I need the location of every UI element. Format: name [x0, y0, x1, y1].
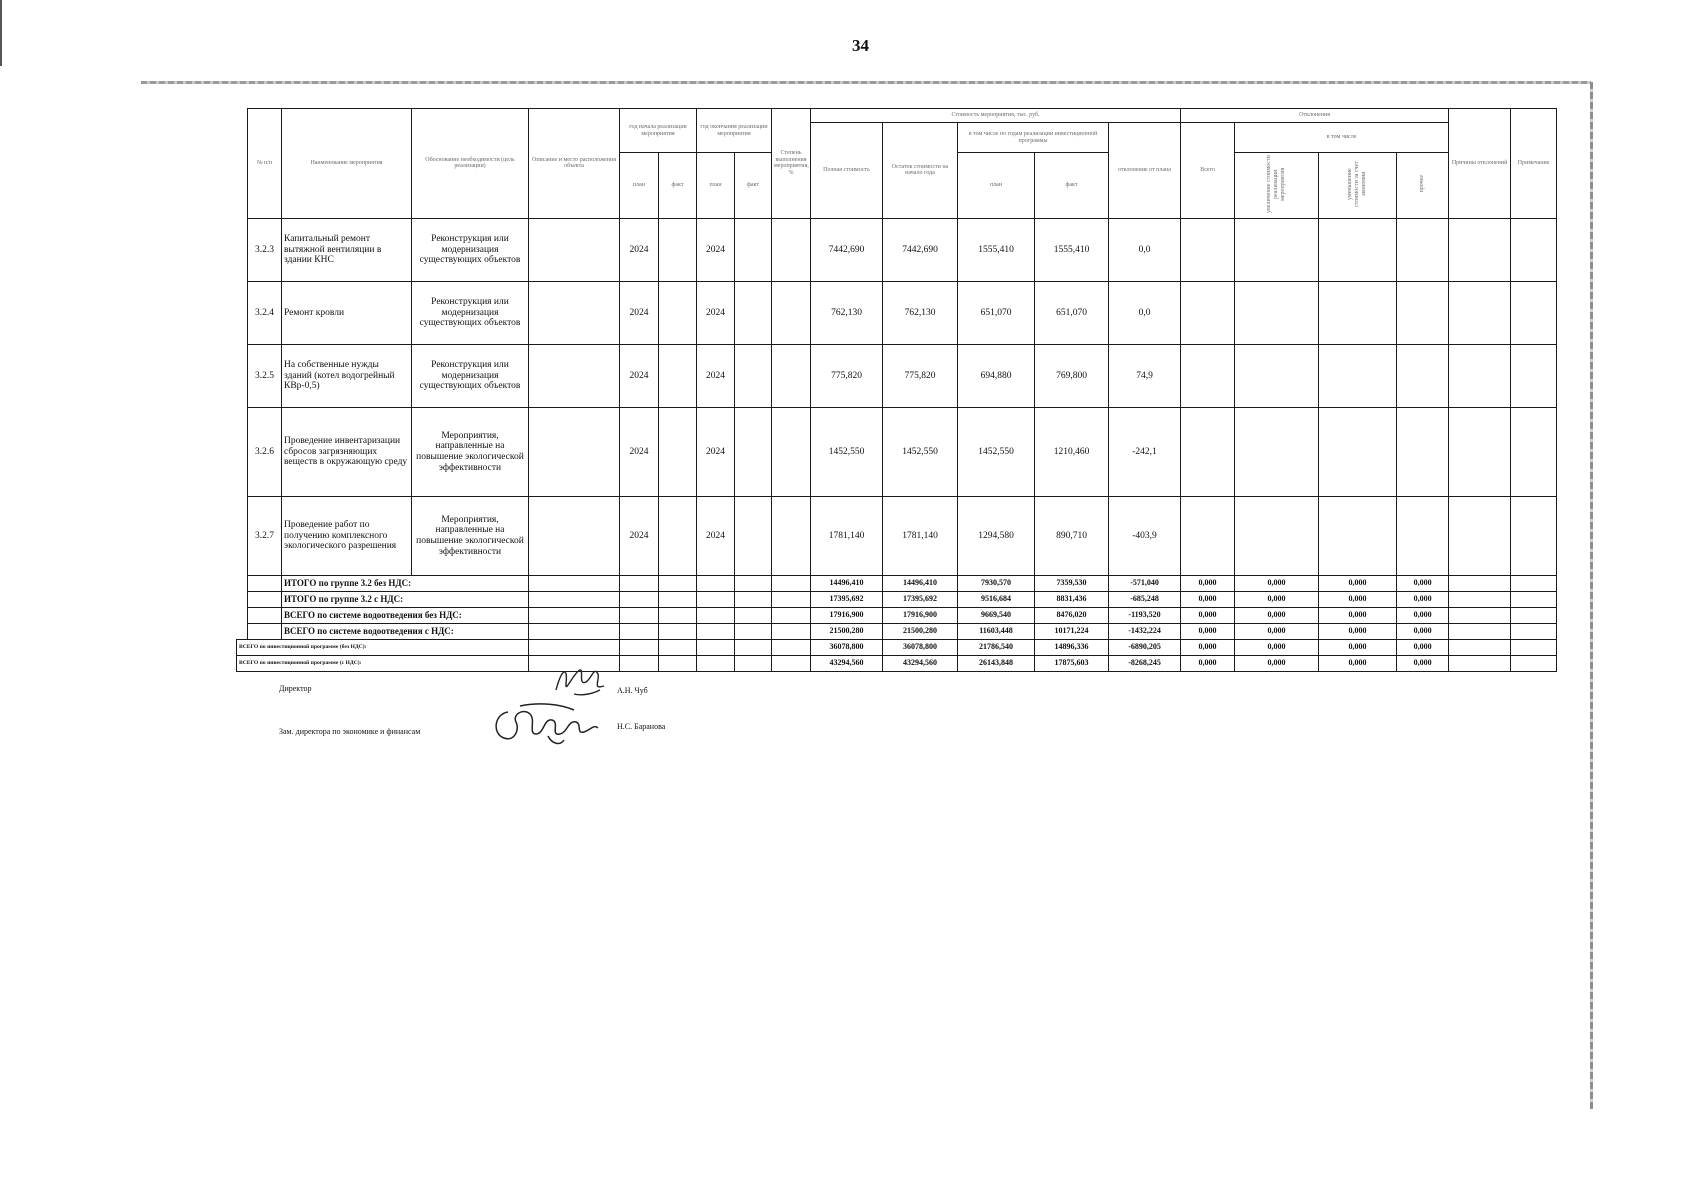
row-total: 1452,550 — [811, 407, 883, 496]
row-dev-c — [1397, 407, 1449, 496]
row-description — [529, 218, 620, 281]
totals-deviation: -1193,520 — [1109, 607, 1181, 623]
row-num: 3.2.6 — [248, 407, 282, 496]
totals-total: 21500,280 — [811, 623, 883, 639]
totals-empty — [620, 591, 659, 607]
totals-empty — [659, 607, 697, 623]
header-deviation-a: увеличение стоимости реализации мероприятия — [1235, 153, 1319, 219]
row-reasons — [1449, 218, 1511, 281]
totals-row — [237, 607, 1557, 623]
header-deviation-total: Всего — [1181, 123, 1235, 219]
totals-dev-c: 0,000 — [1397, 655, 1449, 671]
row-dev-a — [1235, 344, 1319, 407]
header-start-fact: факт — [659, 153, 697, 219]
totals-dev-total: 0,000 — [1181, 623, 1235, 639]
row-end-fact — [735, 281, 772, 344]
totals-dev-a: 0,000 — [1235, 575, 1319, 591]
header-remaining-cost: Остаток стоимости на начало года — [883, 123, 958, 219]
totals-empty — [529, 607, 620, 623]
totals-empty — [659, 639, 697, 655]
row-remaining: 1452,550 — [883, 407, 958, 496]
totals-dev-b: 0,000 — [1319, 639, 1397, 655]
row-dev-b — [1319, 496, 1397, 575]
totals-empty — [659, 623, 697, 639]
row-plan: 694,880 — [958, 344, 1035, 407]
totals-row — [237, 591, 1557, 607]
deputy-name: Н.С. Баранова — [617, 722, 666, 731]
totals-empty — [1449, 575, 1511, 591]
totals-dev-a: 0,000 — [1235, 623, 1319, 639]
totals-remaining: 21500,280 — [883, 623, 958, 639]
totals-dev-c: 0,000 — [1397, 623, 1449, 639]
header-reasons: Причины отклонений — [1449, 109, 1511, 219]
header-start-year: год начала реализации мероприятия — [620, 109, 697, 153]
row-stage — [772, 407, 811, 496]
row-deviation: 74,9 — [1109, 344, 1181, 407]
header-description: Описание и место расположения объекта — [529, 109, 620, 219]
spacer-cell — [237, 407, 248, 496]
director-name: А.Н. Чуб — [617, 686, 648, 695]
totals-empty — [659, 591, 697, 607]
row-name: Проведение инвентаризации сбросов загрязняющих веществ в окружающую среду — [282, 407, 412, 496]
header-deviation: отклонение от плана — [1109, 123, 1181, 219]
totals-dev-a: 0,000 — [1235, 591, 1319, 607]
spacer-cell — [237, 218, 248, 281]
row-stage — [772, 281, 811, 344]
row-num: 3.2.7 — [248, 496, 282, 575]
totals-deviation: -685,248 — [1109, 591, 1181, 607]
row-deviation: 0,0 — [1109, 218, 1181, 281]
totals-empty — [620, 655, 659, 671]
row-plan: 651,070 — [958, 281, 1035, 344]
page-number: 34 — [852, 36, 869, 55]
row-start-fact — [659, 344, 697, 407]
row-notes — [1511, 496, 1557, 575]
row-end-fact — [735, 407, 772, 496]
totals-dev-a: 0,000 — [1235, 639, 1319, 655]
totals-fact: 8476,020 — [1035, 607, 1109, 623]
header-name: Наименование мероприятия — [282, 109, 412, 219]
row-name: Ремонт кровли — [282, 281, 412, 344]
totals-empty — [620, 623, 659, 639]
row-plan: 1555,410 — [958, 218, 1035, 281]
spacer-cell — [237, 607, 248, 623]
totals-plan: 7930,570 — [958, 575, 1035, 591]
totals-dev-total: 0,000 — [1181, 575, 1235, 591]
row-name: Капитальный ремонт вытяжной вентиляции в здании КНС — [282, 218, 412, 281]
totals-empty — [735, 639, 772, 655]
deputy-signature — [490, 700, 610, 748]
row-num: 3.2.5 — [248, 344, 282, 407]
investment-program-table — [236, 108, 1557, 672]
header-deviation-group: Отклонения — [1181, 109, 1449, 123]
totals-total: 17916,900 — [811, 607, 883, 623]
row-remaining: 762,130 — [883, 281, 958, 344]
header-total-cost: Полная стоимость — [811, 123, 883, 219]
row-num: 3.2.4 — [248, 281, 282, 344]
row-remaining: 1781,140 — [883, 496, 958, 575]
row-start-fact — [659, 407, 697, 496]
header-start-plan: план — [620, 153, 659, 219]
row-description — [529, 344, 620, 407]
row-fact: 1555,410 — [1035, 218, 1109, 281]
header-num: № п/п — [248, 109, 282, 219]
table-row — [237, 281, 1557, 344]
row-total: 7442,690 — [811, 218, 883, 281]
totals-empty — [1449, 623, 1511, 639]
totals-empty — [1511, 639, 1557, 655]
row-end-fact — [735, 344, 772, 407]
table-row — [237, 496, 1557, 575]
row-dev-a — [1235, 496, 1319, 575]
row-justification: Мероприятия, направленные на повышение экологической эффективности — [412, 496, 529, 575]
totals-empty — [697, 623, 735, 639]
totals-fact: 14896,336 — [1035, 639, 1109, 655]
totals-empty — [248, 607, 282, 623]
header-including: в том числе — [1235, 123, 1449, 153]
totals-dev-total: 0,000 — [1181, 607, 1235, 623]
row-notes — [1511, 344, 1557, 407]
row-dev-a — [1235, 407, 1319, 496]
header-notes: Примечание — [1511, 109, 1557, 219]
totals-empty — [772, 623, 811, 639]
row-name: Проведение работ по получению комплексного экологического разрешения — [282, 496, 412, 575]
totals-dev-b: 0,000 — [1319, 607, 1397, 623]
row-justification: Мероприятия, направленные на повышение экологической эффективности — [412, 407, 529, 496]
row-description — [529, 281, 620, 344]
totals-dev-b: 0,000 — [1319, 575, 1397, 591]
row-total: 762,130 — [811, 281, 883, 344]
row-end-plan: 2024 — [697, 281, 735, 344]
header-year-plan: план — [958, 153, 1035, 219]
deputy-title: Зам. директора по экономике и финансам — [279, 727, 421, 736]
totals-empty — [529, 623, 620, 639]
totals-empty — [772, 639, 811, 655]
row-total: 775,820 — [811, 344, 883, 407]
totals-plan: 21786,540 — [958, 639, 1035, 655]
totals-fact: 17875,603 — [1035, 655, 1109, 671]
totals-remaining: 43294,560 — [883, 655, 958, 671]
row-start-plan: 2024 — [620, 218, 659, 281]
row-num: 3.2.3 — [248, 218, 282, 281]
row-dev-b — [1319, 344, 1397, 407]
spacer-cell — [237, 496, 248, 575]
row-fact: 651,070 — [1035, 281, 1109, 344]
totals-empty — [697, 575, 735, 591]
header-stage: Степень выполнения мероприятия, % — [772, 109, 811, 219]
row-end-fact — [735, 218, 772, 281]
row-plan: 1294,580 — [958, 496, 1035, 575]
totals-empty — [1449, 655, 1511, 671]
row-start-fact — [659, 281, 697, 344]
row-end-plan: 2024 — [697, 344, 735, 407]
totals-dev-total: 0,000 — [1181, 639, 1235, 655]
header-cost-group: Стоимость мероприятия, тыс. руб. — [811, 109, 1181, 123]
totals-total: 36078,800 — [811, 639, 883, 655]
totals-empty — [772, 591, 811, 607]
totals-empty — [1449, 591, 1511, 607]
totals-empty — [620, 607, 659, 623]
totals-label: ВСЕГО по системе водоотведения с НДС: — [282, 623, 529, 639]
totals-label: ИТОГО по группе 3.2 без НДС: — [282, 575, 529, 591]
spacer-cell — [237, 623, 248, 639]
totals-total: 43294,560 — [811, 655, 883, 671]
totals-empty — [1511, 655, 1557, 671]
row-start-plan: 2024 — [620, 344, 659, 407]
totals-row — [237, 623, 1557, 639]
totals-dev-total: 0,000 — [1181, 655, 1235, 671]
row-start-fact — [659, 496, 697, 575]
row-start-plan: 2024 — [620, 281, 659, 344]
scan-edge-left — [0, 0, 2, 66]
row-stage — [772, 218, 811, 281]
totals-plan: 9669,540 — [958, 607, 1035, 623]
row-remaining: 7442,690 — [883, 218, 958, 281]
row-total: 1781,140 — [811, 496, 883, 575]
totals-empty — [248, 591, 282, 607]
totals-empty — [772, 655, 811, 671]
totals-empty — [772, 607, 811, 623]
totals-deviation: -8268,245 — [1109, 655, 1181, 671]
totals-empty — [620, 575, 659, 591]
row-deviation: -403,9 — [1109, 496, 1181, 575]
scan-border-top — [141, 81, 1591, 84]
totals-fact: 8831,436 — [1035, 591, 1109, 607]
totals-dev-c: 0,000 — [1397, 575, 1449, 591]
row-reasons — [1449, 407, 1511, 496]
totals-remaining: 17916,900 — [883, 607, 958, 623]
totals-empty — [697, 639, 735, 655]
totals-dev-total: 0,000 — [1181, 591, 1235, 607]
row-notes — [1511, 218, 1557, 281]
totals-empty — [697, 607, 735, 623]
header-justification: Обоснование необходимости (цель реализации) — [412, 109, 529, 219]
header-end-plan: план — [697, 153, 735, 219]
totals-deviation: -1432,224 — [1109, 623, 1181, 639]
row-end-plan: 2024 — [697, 496, 735, 575]
totals-empty — [735, 655, 772, 671]
row-dev-c — [1397, 496, 1449, 575]
totals-empty — [735, 591, 772, 607]
totals-empty — [1449, 607, 1511, 623]
table-header-row — [237, 109, 1557, 123]
totals-plan: 26143,848 — [958, 655, 1035, 671]
totals-dev-b: 0,000 — [1319, 591, 1397, 607]
header-year-fact: факт — [1035, 153, 1109, 219]
totals-label: ИТОГО по группе 3.2 с НДС: — [282, 591, 529, 607]
totals-deviation: -571,040 — [1109, 575, 1181, 591]
row-dev-a — [1235, 218, 1319, 281]
row-remaining: 775,820 — [883, 344, 958, 407]
totals-total: 17395,692 — [811, 591, 883, 607]
row-dev-c — [1397, 344, 1449, 407]
row-fact: 769,800 — [1035, 344, 1109, 407]
totals-remaining: 14496,410 — [883, 575, 958, 591]
header-deviation-c: прочее — [1397, 153, 1449, 219]
totals-dev-a: 0,000 — [1235, 607, 1319, 623]
totals-empty — [659, 655, 697, 671]
row-dev-total — [1181, 496, 1235, 575]
totals-fact: 7359,530 — [1035, 575, 1109, 591]
row-description — [529, 496, 620, 575]
totals-row — [237, 575, 1557, 591]
row-reasons — [1449, 281, 1511, 344]
row-start-fact — [659, 218, 697, 281]
row-name: На собственные нужды зданий (котел водогрейный КВр-0,5) — [282, 344, 412, 407]
row-dev-c — [1397, 218, 1449, 281]
row-reasons — [1449, 496, 1511, 575]
spacer-cell — [237, 591, 248, 607]
totals-empty — [772, 575, 811, 591]
totals-label: ВСЕГО по инвестиционной программе (с НДС): — [237, 655, 529, 671]
totals-empty — [735, 607, 772, 623]
totals-remaining: 17395,692 — [883, 591, 958, 607]
totals-empty — [735, 623, 772, 639]
totals-dev-a: 0,000 — [1235, 655, 1319, 671]
row-stage — [772, 344, 811, 407]
row-dev-total — [1181, 281, 1235, 344]
row-dev-total — [1181, 218, 1235, 281]
spacer-cell — [237, 344, 248, 407]
row-dev-b — [1319, 218, 1397, 281]
totals-dev-b: 0,000 — [1319, 655, 1397, 671]
totals-label: ВСЕГО по системе водоотведения без НДС: — [282, 607, 529, 623]
table-row — [237, 407, 1557, 496]
row-dev-a — [1235, 281, 1319, 344]
totals-deviation: -6890,205 — [1109, 639, 1181, 655]
row-dev-b — [1319, 407, 1397, 496]
row-justification: Реконструкция или модернизация существующих объектов — [412, 281, 529, 344]
totals-empty — [620, 639, 659, 655]
row-description — [529, 407, 620, 496]
row-fact: 1210,460 — [1035, 407, 1109, 496]
row-dev-total — [1181, 407, 1235, 496]
totals-empty — [1511, 591, 1557, 607]
totals-fact: 10171,224 — [1035, 623, 1109, 639]
director-signature — [552, 660, 622, 702]
totals-dev-c: 0,000 — [1397, 639, 1449, 655]
row-end-plan: 2024 — [697, 407, 735, 496]
row-notes — [1511, 407, 1557, 496]
totals-empty — [659, 575, 697, 591]
totals-empty — [697, 591, 735, 607]
row-reasons — [1449, 344, 1511, 407]
totals-empty — [1511, 575, 1557, 591]
totals-row — [237, 655, 1557, 671]
totals-row — [237, 639, 1557, 655]
totals-empty — [248, 575, 282, 591]
row-justification: Реконструкция или модернизация существующих объектов — [412, 218, 529, 281]
row-start-plan: 2024 — [620, 407, 659, 496]
totals-plan: 11603,448 — [958, 623, 1035, 639]
header-end-fact: факт — [735, 153, 772, 219]
totals-empty — [735, 575, 772, 591]
table-row — [237, 218, 1557, 281]
totals-empty — [697, 655, 735, 671]
totals-remaining: 36078,800 — [883, 639, 958, 655]
row-justification: Реконструкция или модернизация существующих объектов — [412, 344, 529, 407]
row-deviation: -242,1 — [1109, 407, 1181, 496]
totals-dev-b: 0,000 — [1319, 623, 1397, 639]
row-start-plan: 2024 — [620, 496, 659, 575]
scan-border-right — [1590, 82, 1593, 1109]
row-dev-b — [1319, 281, 1397, 344]
row-dev-c — [1397, 281, 1449, 344]
table-row — [237, 344, 1557, 407]
row-stage — [772, 496, 811, 575]
row-dev-total — [1181, 344, 1235, 407]
row-fact: 890,710 — [1035, 496, 1109, 575]
totals-dev-c: 0,000 — [1397, 591, 1449, 607]
totals-total: 14496,410 — [811, 575, 883, 591]
row-end-plan: 2024 — [697, 218, 735, 281]
spacer-cell — [237, 281, 248, 344]
row-deviation: 0,0 — [1109, 281, 1181, 344]
totals-empty — [529, 575, 620, 591]
director-title: Директор — [279, 684, 312, 693]
totals-empty — [248, 623, 282, 639]
row-notes — [1511, 281, 1557, 344]
totals-empty — [529, 591, 620, 607]
totals-empty — [1449, 639, 1511, 655]
totals-label: ВСЕГО по инвестиционной программе (без НДС): — [237, 639, 529, 655]
totals-empty — [529, 639, 620, 655]
totals-empty — [1511, 607, 1557, 623]
totals-plan: 9516,684 — [958, 591, 1035, 607]
header-deviation-b: уменьшение стоимости за счет экономии — [1319, 153, 1397, 219]
totals-dev-c: 0,000 — [1397, 607, 1449, 623]
row-end-fact — [735, 496, 772, 575]
header-by-years: в том числе по годам реализации инвестиционной программы — [958, 123, 1109, 153]
row-plan: 1452,550 — [958, 407, 1035, 496]
totals-empty — [1511, 623, 1557, 639]
spacer-cell — [237, 575, 248, 591]
header-end-year: год окончания реализации мероприятия — [697, 109, 772, 153]
spacer-cell — [237, 109, 248, 219]
